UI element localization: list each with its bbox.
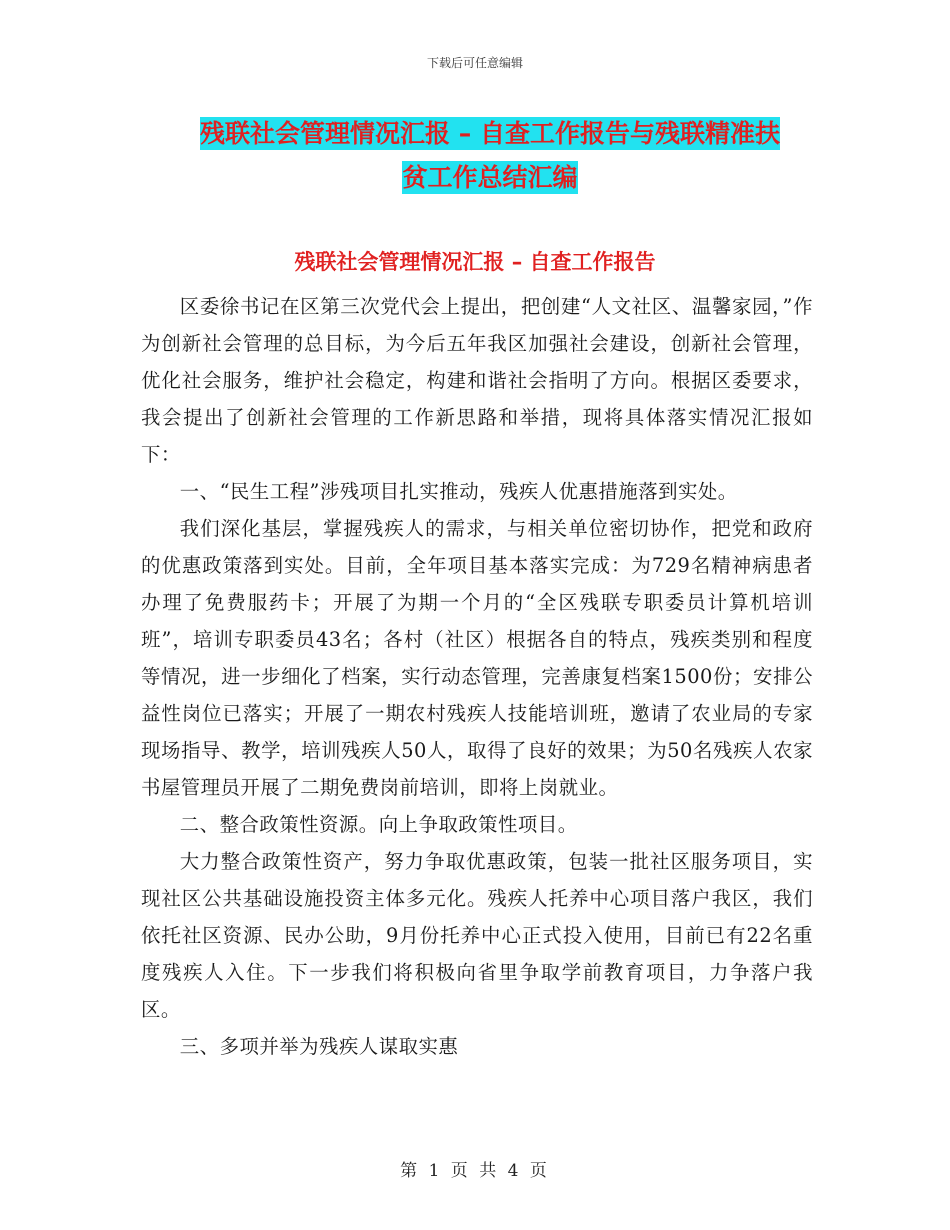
paragraph-heading-1: 一、“民生工程”涉残项目扎实推动，残疾人优惠措施落到实处。: [179, 480, 738, 503]
header-note: 下载后可任意编辑: [426, 56, 523, 70]
paragraph-body-2: 大力整合政策性资产，努力争取优惠政策，包装一批社区服务项目，实现社区公共基础设施投资主体多元化。残疾人托养中心项目落户我区，我们依托社区资源、民办公助，9月份托养中心正式投入使用，目前已有22名重度残疾人入住。下一步我们将积极向省里争取学前教育项目，力争落户我区。: [141, 850, 813, 1021]
document-title: [140, 112, 840, 200]
paragraph-body-1: 我们深化基层，掌握残疾人的需求，与相关单位密切协作，把党和政府的优惠政策落到实处。目前，全年项目基本落实完成：为729名精神病患者办理了免费服药卡；开展了为期一个月的“全区残联专职委员计算机培训班”，培训专职委员43名；各村（社区）根据各自的特点，残疾类别和程度等情况，进一步细化了档案，实行动态管理，完善康复档案1500份；安排公益性岗位已落实；开展了一期农村残疾人技能培训班，邀请了农业局的专家现场指导、教学，培训残疾人50人，取得了良好的效果；为50名残疾人农家书屋管理员开展了二期免费岗前培训，即将上岗就业。: [141, 517, 813, 799]
paragraph-intro: 区委徐书记在区第三次党代会上提出，把创建“人文社区、温馨家园，”作为创新社会管理的总目标，为今后五年我区加强社会建设，创新社会管理，优化社会服务，维护社会稳定，构建和谐社会指明了方向。根据区委要求，我会提出了创新社会管理的工作新思路和举措，现将具体落实情况汇报如下：: [141, 295, 813, 466]
document-body: [141, 288, 813, 1065]
section-title: 残联社会管理情况汇报 – 自查工作报告: [294, 250, 656, 274]
page-number-footer: 第 1 页 共 4 页: [400, 1161, 550, 1181]
document-title-line-2: 贫工作总结汇编: [402, 163, 578, 192]
paragraph-heading-2: 二、整合政策性资源。向上争取政策性项目。: [179, 813, 578, 836]
document-title-line-1: 残联社会管理情况汇报 – 自查工作报告与残联精准扶: [200, 119, 780, 148]
paragraph-heading-3: 三、多项并举为残疾人谋取实惠: [179, 1035, 459, 1058]
